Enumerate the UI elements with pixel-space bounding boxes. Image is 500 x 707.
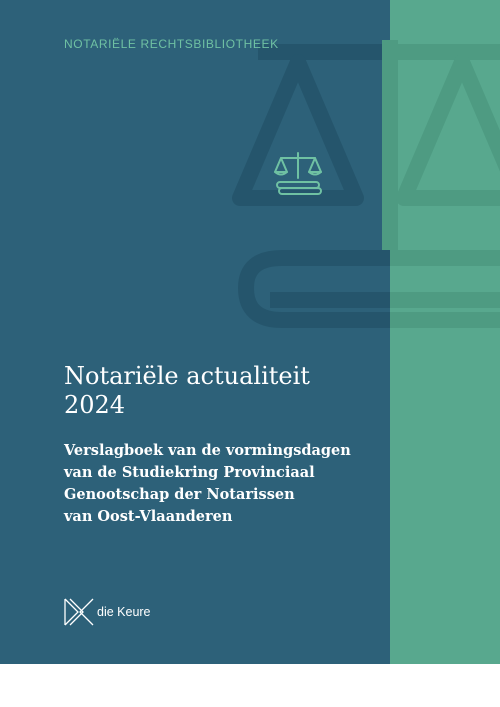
title-line: 2024 [64, 391, 126, 419]
subtitle-line: Verslagboek van de vormingsdagen [64, 442, 351, 459]
scales-of-justice-icon [273, 150, 323, 198]
subtitle-line: Genootschap der Notarissen [64, 486, 295, 503]
subtitle-line: van de Studiekring Provinciaal [64, 464, 315, 481]
book-title [64, 362, 384, 420]
publisher-name: die Keure [97, 605, 151, 619]
book-subtitle [64, 440, 384, 528]
publisher-logo [64, 597, 151, 627]
die-keure-k-icon [64, 598, 94, 626]
title-line: Notariële actualiteit [64, 362, 310, 390]
series-title: NOTARIËLE RECHTSBIBLIOTHEEK [64, 37, 279, 51]
subtitle-line: van Oost-Vlaanderen [64, 508, 233, 525]
